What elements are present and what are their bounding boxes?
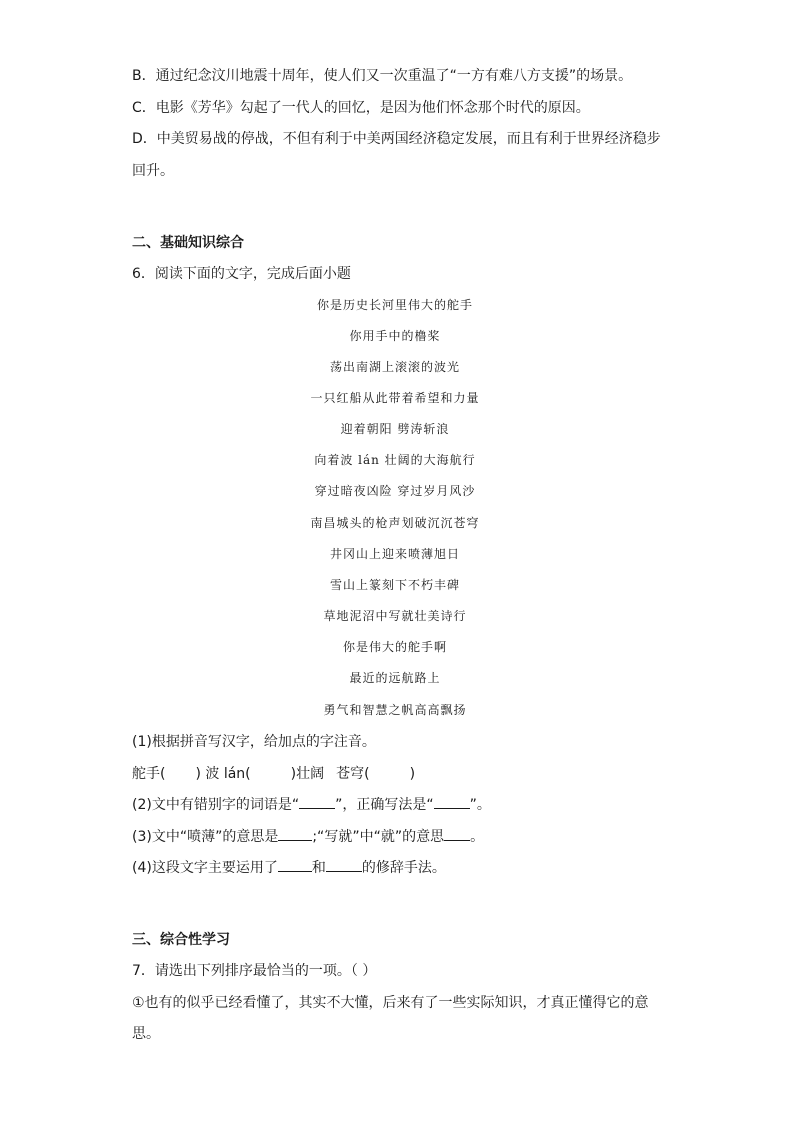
answer-blank-wrong-word[interactable] (299, 795, 335, 809)
sub-question-2 (132, 795, 491, 815)
option-d-line1: D．中美贸易战的停战，不但有利于中美两国经济稳定发展，而且有利于世界经济稳步 (132, 131, 661, 147)
item-c-suffix: ) (409, 766, 416, 782)
sub2-suffix: ”。 (469, 797, 491, 813)
sub3-suffix: 。 (470, 829, 485, 845)
poem-line: 勇气和智慧之帆高高飘扬 (323, 703, 467, 717)
answer-blank-rhetoric-1[interactable] (278, 858, 312, 872)
item-a-suffix: ) (195, 766, 201, 782)
item-b-prefix: 波 lán( (205, 766, 251, 782)
answer-blank-correct-word[interactable] (434, 795, 470, 809)
question-6: 6．阅读下面的文字，完成后面小题 (132, 266, 351, 282)
answer-blank-meaning-2[interactable] (444, 827, 470, 841)
sub-question-1-items (132, 764, 415, 784)
poem-line: 雪山上篆刻下不朽丰碑 (329, 578, 460, 592)
item-b-suffix: )壮阔 (290, 766, 325, 782)
sub2-prefix: (2)文中有错别字的词语是“ (132, 797, 300, 813)
poem-line: 草地泥沼中写就壮美诗行 (323, 609, 467, 623)
sub2-middle: ”，正确写法是“ (335, 797, 434, 813)
poem-line: 南昌城头的枪声划破沉沉苍穹 (310, 516, 480, 530)
sub4-prefix: (4)这段文字主要运用了 (132, 860, 278, 876)
item-a-prefix: 舵手( (132, 766, 166, 782)
item-1-line2: 思。 (132, 1026, 160, 1042)
poem-line: 井冈山上迎来喷薄旭日 (329, 547, 460, 561)
section-heading-3: 三、综合性学习 (132, 932, 230, 948)
sub-question-4 (132, 858, 446, 878)
sub3-prefix: (3)文中“喷薄”的意思是 (132, 829, 279, 845)
sub3-middle: ;“写就”中“就”的意思 (312, 829, 445, 845)
sub4-middle: 和 (311, 860, 326, 876)
poem-line: 穿过暗夜凶险 穿过岁月风沙 (314, 484, 476, 498)
sub-question-3 (132, 827, 484, 847)
poem-line: 你是伟大的舵手啊 (342, 640, 447, 654)
question-7: 7．请选出下列排序最恰当的一项。（ ） (132, 963, 377, 979)
answer-blank-meaning-1[interactable] (278, 827, 312, 841)
answer-blank-rhetoric-2[interactable] (326, 858, 362, 872)
option-c: C．电影《芳华》勾起了一代人的回忆，是因为他们怀念那个时代的原因。 (132, 100, 590, 116)
poem-line: 你是历史长河里伟大的舵手 (316, 298, 473, 312)
item-1-line1: ①也有的似乎已经看懂了，其实不大懂，后来有了一些实际知识，才真正懂得它的意 (132, 995, 649, 1011)
option-d-line2: 回升。 (132, 163, 174, 179)
poem-line: 最近的远航路上 (349, 671, 441, 685)
sub4-suffix: 的修辞手法。 (361, 860, 446, 876)
section-heading-2: 二、基础知识综合 (132, 235, 244, 251)
poem-line: 荡出南湖上滚滚的波光 (329, 360, 460, 374)
sub-question-1: (1)根据拼音写汉字，给加点的字注音。 (132, 734, 376, 750)
poem-line: 迎着朝阳 劈涛斩浪 (340, 422, 450, 436)
poem-line: 一只红船从此带着希望和力量 (310, 391, 480, 405)
poem-line: 你用手中的橹桨 (349, 329, 441, 343)
poem-line: 向着波 lán 壮阔的大海航行 (314, 453, 476, 467)
option-b: B．通过纪念汶川地震十周年，使人们又一次重温了“一方有难八方支援”的场景。 (132, 68, 633, 84)
item-c-prefix: 苍穹( (336, 766, 370, 782)
